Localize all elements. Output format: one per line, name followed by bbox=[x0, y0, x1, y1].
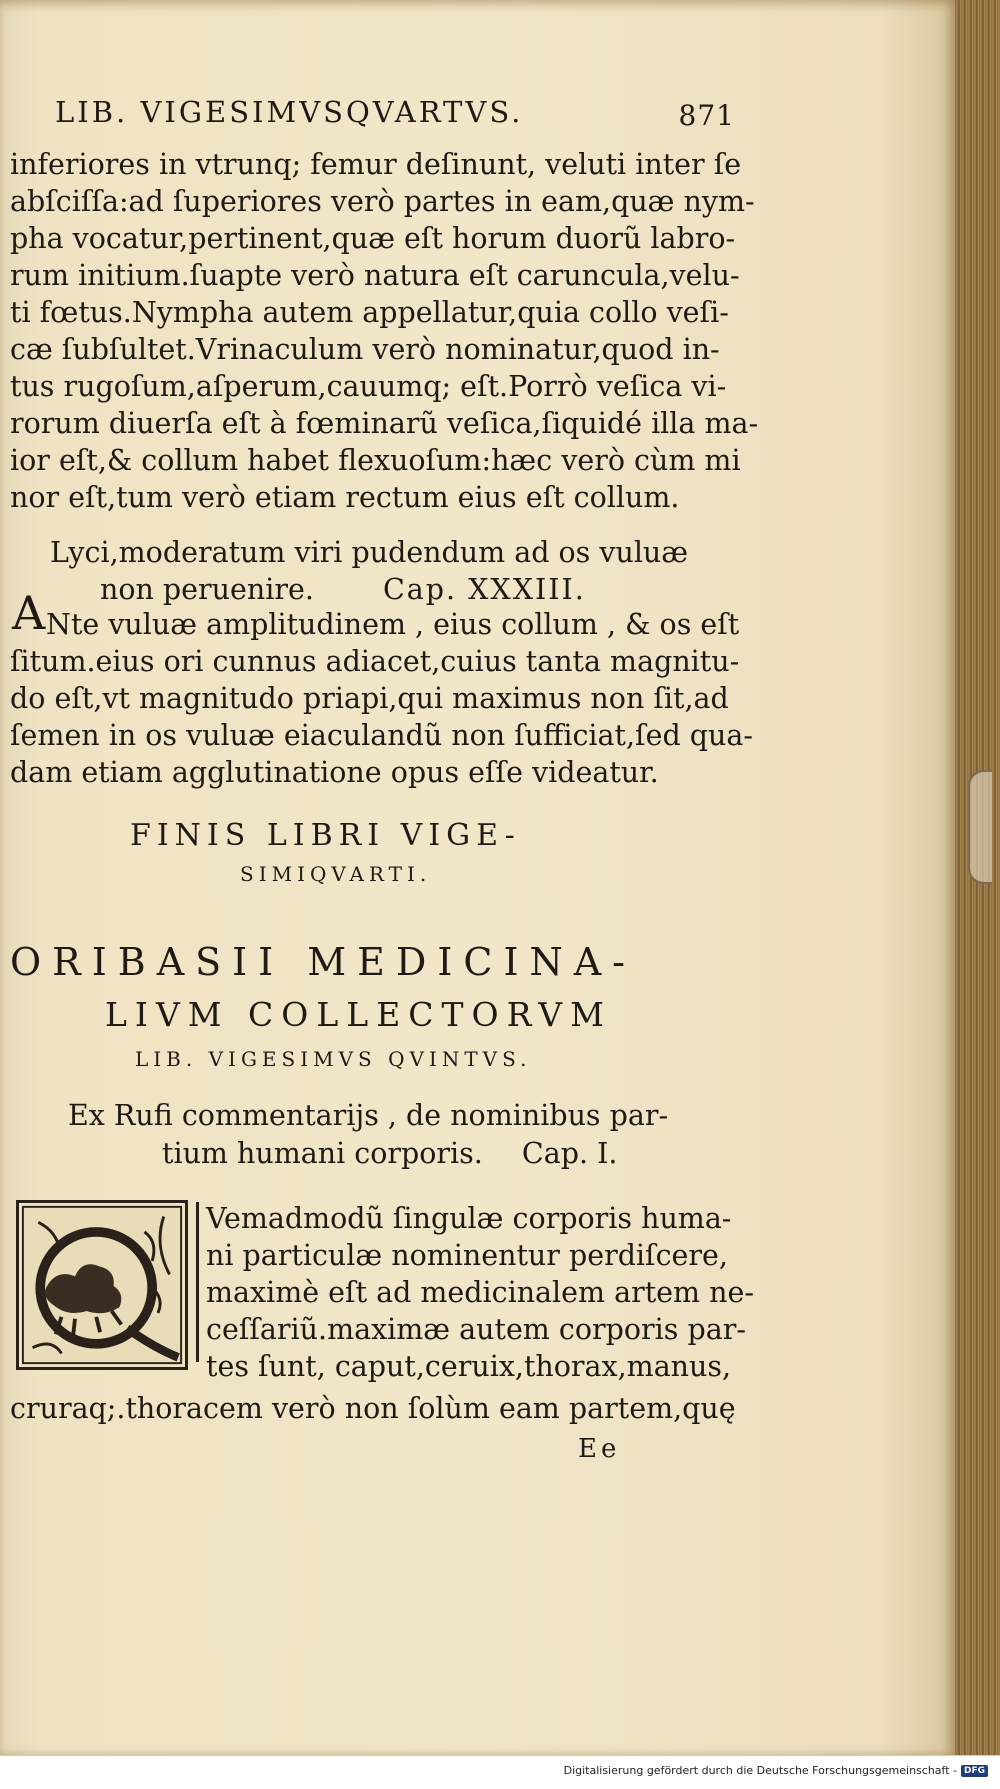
text-line: ceſſariũ.maximæ autem corporis par- bbox=[206, 1313, 746, 1346]
chapter-33-title bbox=[50, 534, 740, 608]
funding-credit bbox=[564, 1764, 988, 1777]
text-line: ti fœtus.Nympha autem appellatur,quia collo veſi- bbox=[10, 296, 729, 329]
text-line: maximè eſt ad medicinalem artem ne- bbox=[206, 1276, 754, 1309]
running-header bbox=[55, 95, 735, 132]
chapter-1-body bbox=[206, 1200, 754, 1385]
chapter-title-line bbox=[68, 1135, 708, 1173]
text-line: rorum diuerſa eſt à fœminarũ veſica,ſiquidé illa ma- bbox=[10, 407, 759, 440]
text-line: abſciſſa:ad ſuperiores verò partes in eam,quæ nym- bbox=[10, 185, 755, 218]
chapter-title-text: non peruenire. bbox=[100, 573, 314, 606]
dfg-logo-icon: DFG bbox=[961, 1765, 988, 1777]
chapter-title-line: Ex Rufi commentarijs , de nominibus par- bbox=[68, 1099, 669, 1132]
woodcut-illustration bbox=[19, 1203, 185, 1367]
text-line: cruraq;.thoracem verò non ſolùm eam partem,quę bbox=[10, 1392, 736, 1425]
initial-rule bbox=[196, 1202, 199, 1362]
text-line: tes ſunt, caput,ceruix,thorax,manus, bbox=[206, 1350, 732, 1383]
book-title-line-3: LIB. VIGESIMVS QVINTVS. bbox=[135, 1047, 532, 1071]
text-line: pha vocatur,pertinent,quæ eſt horum duorũ labro- bbox=[10, 222, 736, 255]
chapter-title-line: Lyci,moderatum viri pudendum ad os vuluæ bbox=[50, 536, 689, 569]
chapter-number: Cap. I. bbox=[521, 1137, 618, 1170]
book-title-line-2: LIVM COLLECTORVM bbox=[105, 995, 612, 1034]
book-title-line-1: ORIBASII MEDICINA- bbox=[10, 940, 637, 984]
text-line: ior eſt,& collum habet flexuoſum:hæc verò cùm mi bbox=[10, 444, 741, 477]
chapter-title-line bbox=[50, 571, 740, 608]
text-line: Vemadmodũ ſingulæ corporis huma- bbox=[206, 1202, 732, 1235]
text-line: inferiores in vtrunq; femur deſinunt, veluti inter ſe bbox=[10, 148, 742, 181]
text-line: cæ ſubſultet.Vrinaculum verò nominatur,quod in- bbox=[10, 333, 720, 366]
text-line: rum initium.ſuapte verò natura eſt caruncula,velu- bbox=[10, 259, 740, 292]
text-line: ni particulæ nominentur perdiſcere, bbox=[206, 1239, 728, 1272]
chapter-1-title bbox=[68, 1097, 708, 1173]
finis-line-2: SIMIQVARTI. bbox=[240, 862, 432, 886]
credit-text: Digitalisierung gefördert durch die Deutsche Forschungsgemeinschaft - bbox=[563, 1764, 957, 1777]
text-line: Nte vuluæ amplitudinem , eius collum , & os eſt bbox=[46, 608, 740, 641]
drop-initial-a: A bbox=[12, 586, 46, 640]
text-line: tus rugoſum,aſperum,cauumq; eſt.Porrò veſica vi- bbox=[10, 370, 727, 403]
running-title: LIB. VIGESIMVSQVARTVS. bbox=[55, 95, 524, 129]
text-line: do eſt,vt magnitudo priapi,qui maximus non ſit,ad bbox=[10, 682, 729, 715]
chapter-number: Cap. XXXIII. bbox=[382, 573, 586, 606]
catchword: Ee bbox=[578, 1434, 621, 1464]
text-line: nor eſt,tum verò etiam rectum eius eſt collum. bbox=[10, 481, 680, 514]
footer-bar bbox=[0, 1755, 1000, 1789]
chapter-title-text: tium humani corporis. bbox=[162, 1137, 483, 1170]
woodcut-initial-q-icon bbox=[16, 1200, 188, 1370]
book-clip-icon bbox=[968, 770, 992, 884]
text-line: dam etiam agglutinatione opus eſſe videatur. bbox=[10, 756, 659, 789]
finis-line-1: FINIS LIBRI VIGE- bbox=[130, 818, 521, 853]
text-line: ſitum.eius ori cunnus adiacet,cuius tanta magnitu- bbox=[10, 645, 740, 678]
text-line: ſemen in os vuluæ eiaculandũ non ſufficiat,ſed qua- bbox=[10, 719, 753, 752]
chapter-33-body bbox=[10, 606, 753, 791]
page-number: 871 bbox=[678, 99, 735, 132]
body-text bbox=[10, 146, 759, 516]
